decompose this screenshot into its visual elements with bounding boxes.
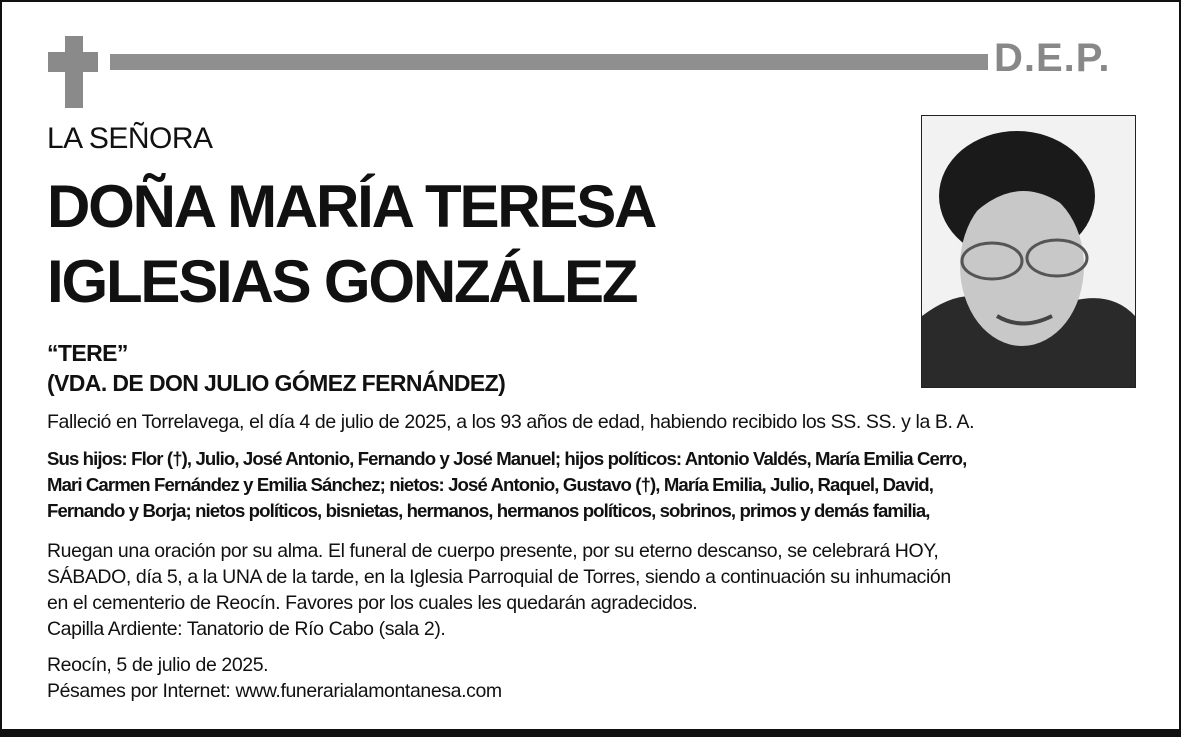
condolences-link: Pésames por Internet: www.funerarialamontanesa.com xyxy=(47,680,502,702)
family-line: Sus hijos: Flor (†), Julio, José Antonio, Fernando y José Manuel; hijos políticos: Antonio Valdés, María Emilia Cerro, xyxy=(47,448,967,469)
deceased-name-line-2: IGLESIAS GONZÁLEZ xyxy=(47,248,637,315)
funeral-line: SÁBADO, día 5, a la UNA de la tarde, en la Iglesia Parroquial de Torres, siendo a continuación su inhumación xyxy=(47,566,951,588)
cross-icon-arm xyxy=(48,52,98,72)
widow-of: (VDA. DE DON JULIO GÓMEZ FERNÁNDEZ) xyxy=(47,370,506,396)
family-line: Fernando y Borja; nietos políticos, bisnietas, hermanos, hermanos políticos, sobrinos, primos y demás familia, xyxy=(47,500,930,521)
funeral-line: Ruegan una oración por su alma. El funeral de cuerpo presente, por su eterno descanso, se celebrará HOY, xyxy=(47,540,939,562)
funeral-line: Capilla Ardiente: Tanatorio de Río Cabo (sala 2). xyxy=(47,618,446,640)
intro-label: LA SEÑORA xyxy=(47,122,213,155)
deceased-photo xyxy=(921,115,1136,388)
nickname: “TERE” xyxy=(47,340,128,366)
header-rule xyxy=(110,54,988,70)
cross-icon xyxy=(65,36,83,108)
dep-label: D.E.P. xyxy=(994,36,1111,80)
place-date: Reocín, 5 de julio de 2025. xyxy=(47,654,269,676)
funeral-line: en el cementerio de Reocín. Favores por los cuales les quedarán agradecidos. xyxy=(47,592,698,614)
death-info: Falleció en Torrelavega, el día 4 de julio de 2025, a los 93 años de edad, habiendo recibido los SS. SS. y la B. A. xyxy=(47,411,975,433)
deceased-name-line-1: DOÑA MARÍA TERESA xyxy=(47,173,656,240)
family-line: Mari Carmen Fernández y Emilia Sánchez; nietos: José Antonio, Gustavo (†), María Emilia, Julio, Raquel, David, xyxy=(47,474,934,495)
